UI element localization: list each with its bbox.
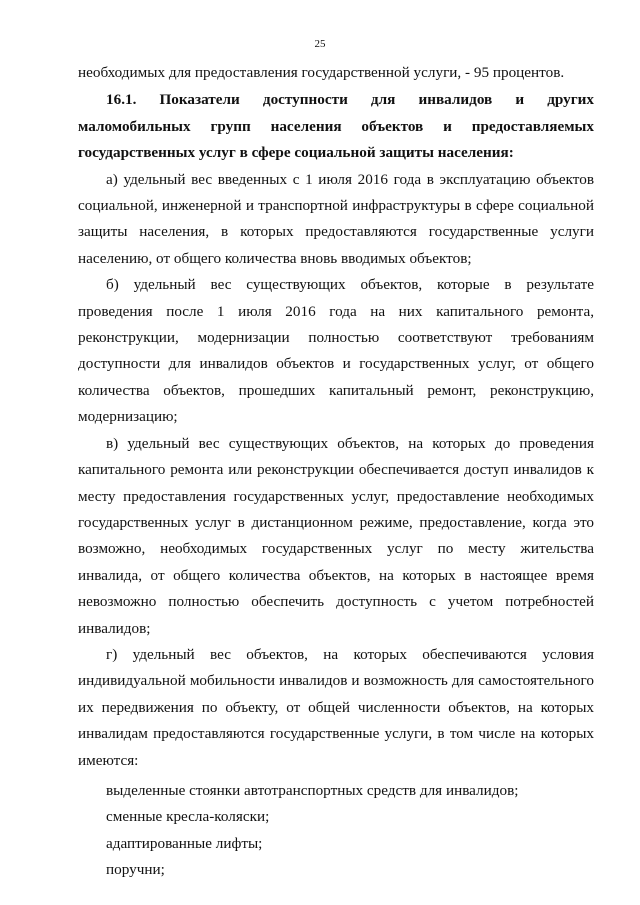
paragraph-a: а) удельный вес введенных с 1 июля 2016 года в эксплуатацию объектов социальной, инженерной и транспортной инфраструктуры в сфере социальной защиты населения, в которых предоставляются государственные услуги населению, от общего количества вновь вводимых объектов;	[78, 170, 594, 267]
list-item: выделенные стоянки автотранспортных средств для инвалидов;	[106, 781, 519, 799]
list-item: сменные кресла-коляски;	[106, 808, 270, 826]
section-heading: 16.1. Показатели доступности для инвалидов и других маломобильных групп населения объектов и предоставляемых государственных услуг в сфере социальной защиты населения:	[78, 91, 594, 162]
paragraph-v: в) удельный вес существующих объектов, на которых до проведения капитального ремонта или реконструкции обеспечивается доступ инвалидов к месту предоставления государственных услуг, предоставление необходимых государственных услуг в дистанционном режиме, предоставление, когда это возможно, необходимых государственных услуг по месту жительства инвалида, от общего количества объектов, на которых в настоящее время невозможно полностью обеспечить доступность с учетом потребностей инвалидов;	[78, 434, 594, 637]
list-item: поручни;	[106, 861, 165, 879]
paragraph-b: б) удельный вес существующих объектов, которые в результате проведения после 1 июля 2016 года на них капитального ремонта, реконструкции, модернизации полностью соответствуют требованиям доступности для инвалидов объектов и государственных услуг, от общего количества объектов, прошедших капитальный ремонт, реконструкцию, модернизацию;	[78, 276, 594, 426]
intro-paragraph: необходимых для предоставления государственной услуги, - 95 процентов.	[78, 64, 565, 81]
document-body	[78, 60, 594, 884]
list-item: адаптированные лифты;	[106, 834, 263, 852]
page-number: 25	[314, 38, 326, 50]
paragraph-g: г) удельный вес объектов, на которых обеспечиваются условия индивидуальной мобильности инвалидов и возможность для самостоятельного их передвижения по объекту, от общей численности объектов, на которых инвалидам предоставляются государственные услуги, в том числе на которых имеются:	[78, 645, 594, 769]
